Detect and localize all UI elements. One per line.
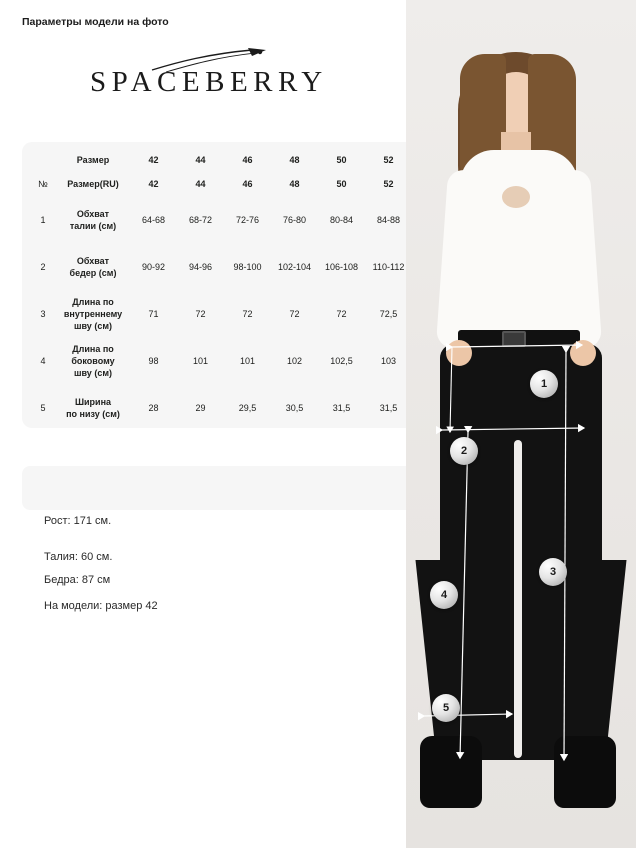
row-label: Обхват талии (см): [69, 208, 117, 231]
measurement-cell: 31,5: [379, 402, 398, 413]
size-table-size-header: 42: [148, 179, 159, 189]
model-param-line: Бедра: 87 см: [44, 574, 111, 586]
row-number: 3: [40, 308, 46, 319]
measurement-cell: 72: [289, 308, 300, 319]
size-table-num-header: №: [38, 179, 48, 189]
measurement-cell: 71: [148, 308, 159, 319]
measurement-cell: 90-92: [141, 261, 166, 272]
measurement-cell: 102-104: [277, 261, 312, 272]
measurement-cell: 94-96: [188, 261, 213, 272]
brand-logo: [90, 66, 350, 108]
measurement-cell: 102: [286, 355, 303, 366]
model-param-line: Талия: 60 см.: [44, 551, 113, 563]
row-label: Обхват бедер (см): [69, 255, 117, 278]
size-table-size-header: 46: [242, 155, 253, 165]
size-table-size-header: 52: [383, 179, 394, 189]
size-table-size-header: 48: [289, 179, 300, 189]
size-table-label-header: Размер: [76, 155, 110, 165]
table-row: [30, 337, 412, 384]
measurement-cell: 101: [239, 355, 256, 366]
measurement-cell: 102,5: [330, 355, 353, 366]
row-number: 5: [40, 402, 46, 413]
measurement-cell: 72: [195, 308, 206, 319]
model-params-title: Параметры модели на фото: [22, 16, 169, 28]
model-params-card: [22, 466, 420, 510]
row-number: 4: [40, 355, 46, 366]
measurement-cell: 84-88: [376, 214, 401, 225]
measurement-cell: 29,5: [238, 402, 257, 413]
measurement-cell: 72-76: [235, 214, 260, 225]
measurement-badge: 4: [430, 581, 458, 609]
row-number: 2: [40, 261, 46, 272]
size-table-size-header: 44: [195, 179, 206, 189]
measurement-cell: 110-112: [372, 261, 405, 272]
row-label: Длина по внутреннему шву (см): [63, 296, 123, 331]
size-table-num-header: [30, 148, 56, 172]
measurement-badge: 3: [539, 558, 567, 586]
measurement-badge: 2: [450, 437, 478, 465]
row-number: 1: [40, 214, 46, 225]
size-table-size-header: 50: [336, 155, 347, 165]
model-param-line: Рост: 171 см.: [44, 515, 112, 527]
model-param-line: На модели: размер 42: [44, 600, 158, 612]
measurement-cell: 68-72: [188, 214, 213, 225]
measurement-cell: 72: [336, 308, 347, 319]
measurement-cell: 98-100: [233, 261, 262, 272]
table-row: [30, 384, 412, 431]
measurement-cell: 101: [192, 355, 209, 366]
measurement-cell: 106-108: [324, 261, 359, 272]
measurement-cell: 64-68: [141, 214, 166, 225]
row-label: Длина по боковому шву (см): [71, 343, 115, 378]
size-table-size-header: 50: [336, 179, 347, 189]
size-table-label-header: Размер(RU): [67, 179, 119, 189]
measurement-cell: 31,5: [332, 402, 351, 413]
measurement-cell: 76-80: [282, 214, 307, 225]
measurement-cell: 28: [148, 402, 159, 413]
measurement-cell: 80-84: [329, 214, 354, 225]
table-row: [30, 196, 412, 243]
measurement-cell: 98: [148, 355, 159, 366]
model-photo: [406, 0, 636, 848]
size-table-size-header: 42: [148, 155, 159, 165]
measurement-cell: 103: [380, 355, 397, 366]
size-table-card: [22, 142, 420, 428]
measurement-cell: 72: [242, 308, 253, 319]
size-table-header-row: [30, 172, 412, 196]
size-table-header-row: [30, 148, 412, 172]
size-table-size-header: 52: [383, 155, 394, 165]
table-row: [30, 243, 412, 290]
size-table: [30, 148, 412, 431]
measurement-badge: 1: [530, 370, 558, 398]
size-table-size-header: 48: [289, 155, 300, 165]
size-table-size-header: 46: [242, 179, 253, 189]
measurement-cell: 72,5: [379, 308, 398, 319]
measurement-cell: 30,5: [285, 402, 304, 413]
table-row: [30, 290, 412, 337]
measurement-badge: 5: [432, 694, 460, 722]
row-label: Ширина по низу (см): [66, 396, 120, 419]
brand-name: SPACEBERRY: [90, 66, 328, 98]
size-table-size-header: 44: [195, 155, 206, 165]
measurement-cell: 29: [195, 402, 206, 413]
